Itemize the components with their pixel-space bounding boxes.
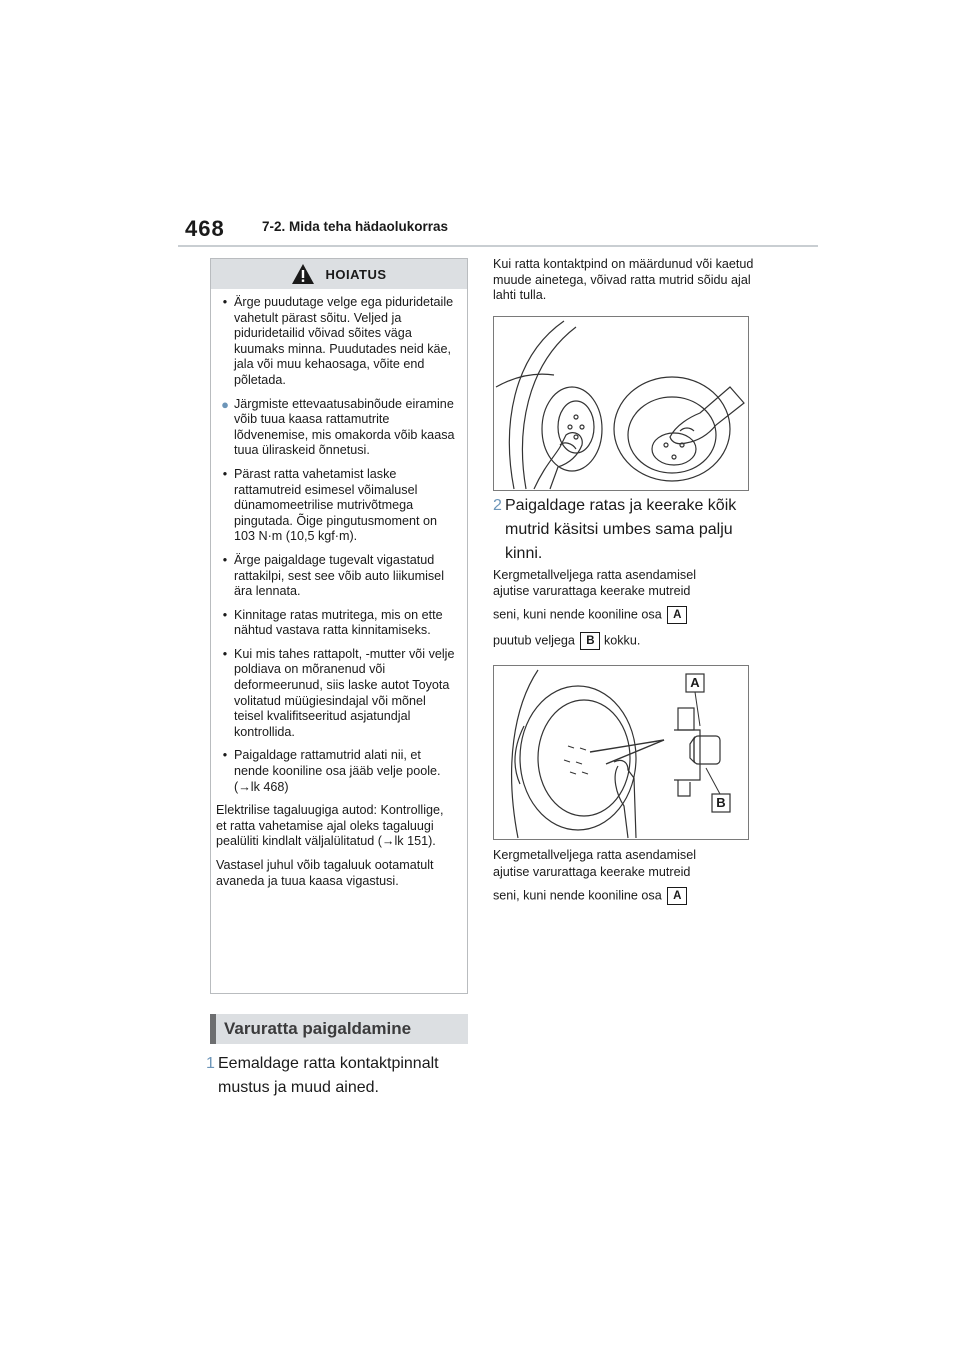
warning-body: [211, 289, 467, 889]
step-1: [206, 1052, 476, 1100]
step-text: Eemaldage ratta kontaktpinnalt mustus ja muud ained.: [218, 1055, 439, 1096]
step-number: 2: [493, 497, 502, 514]
figure-cleaning-wheel: [493, 316, 749, 491]
warning-item: • Pärast ratta vahetamist laske rattamutreid esimesel võimalusel dünamomeetrilise mutrivõtmega pingutada. Õige pingutusmoment on 103 N·m (10,5 kgf·m).: [222, 466, 438, 544]
warning-header: [211, 259, 467, 289]
sub-note-line: ajutise varurattaga keerake mutreid: [493, 865, 691, 879]
warning-label: HOIATUS: [325, 266, 387, 282]
warning-item: • Paigaldage rattamutrid alati nii, et nende kooniline osa jääb velje poole. (→lk 468): [222, 748, 441, 794]
step-2: [493, 494, 753, 566]
figure-label-a: A: [690, 675, 700, 690]
warning-item: • Ärge puudutage velge ega piduridetaile vahetult pärast sõitu. Veljed ja piduridetailid võivad sõites väga kuumaks minna. Puudutades neid käe, jala või muu kehaosaga, võite end põletada.: [222, 295, 454, 387]
wheel-cleaning-illustration: [494, 317, 748, 490]
step-text: Paigaldage ratas ja keerake kõik mutrid käsitsi umbes sama palju kinni.: [505, 497, 737, 562]
sub-note-line: puutub veljega B kokku.: [493, 632, 763, 650]
section-title: Varuratta paigaldamine: [224, 1019, 412, 1038]
warning-paragraph: Vastasel juhul võib tagaluuk ootamatult avaneda ja tuua kaasa vigastusi.: [216, 858, 434, 888]
warning-paragraph: Elektrilise tagaluugiga autod: Kontrollige, et ratta vahetamise ajal oleks tagaluugi pealüliti kindlalt väljalülitatud (→lk 151).: [216, 803, 444, 849]
sub-note-line: seni, kuni nende kooniline osa A: [493, 887, 763, 905]
sub-note-line: Kergmetallveljega ratta asendamisel: [493, 568, 697, 582]
sub-note-line: seni, kuni nende kooniline osa A: [493, 606, 763, 624]
header-divider: [178, 245, 818, 247]
section-header: 7-2. Mida teha hädaolukorras: [262, 219, 449, 234]
warning-item: • Kinnitage ratas mutritega, mis on ette nähtud vastava ratta kinnitamiseks.: [222, 607, 443, 638]
warning-item: ● Järgmiste ettevaatusabinõude eiramine võib tuua kaasa rattamutrite lõdvenemise, mis omakorda võib kaasa tuua üliraskeid õnnetusi.: [221, 396, 455, 458]
figure-nut-cone: [493, 665, 749, 840]
warning-item: • Kui mis tahes rattapolt, -mutter või velje poldiava on mõranenud või deformeerunud, siis laske autot Toyota volitatud müügiesindajal või mõnel teisel kvalifitseeritud asjatundjal kontrollida.: [222, 646, 455, 739]
warning-item: • Ärge paigaldage tugevalt vigastatud rattakilpi, sest see võib auto liikumisel ära lennata.: [222, 552, 444, 599]
label-b-badge: B: [580, 632, 600, 650]
label-a-badge: A: [667, 887, 687, 905]
figure-label-b: B: [716, 795, 726, 810]
sub-note-line: ajutise varurattaga keerake mutreid: [493, 584, 691, 598]
contact-surface-note: Kui ratta kontaktpind on määrdunud või kaetud muude ainetega, võivad ratta mutrid sõidu ajal lahti tulla.: [493, 257, 754, 303]
wheel-nut-illustration: [494, 666, 748, 839]
warning-triangle-icon: [291, 263, 315, 285]
label-a-badge: A: [667, 606, 687, 624]
page-number: 468: [185, 216, 225, 241]
warning-box: [210, 258, 468, 994]
sub-note-line: Kergmetallveljega ratta asendamisel: [493, 848, 697, 862]
section-title-bar: [210, 1014, 468, 1044]
step-number: 1: [206, 1055, 215, 1072]
